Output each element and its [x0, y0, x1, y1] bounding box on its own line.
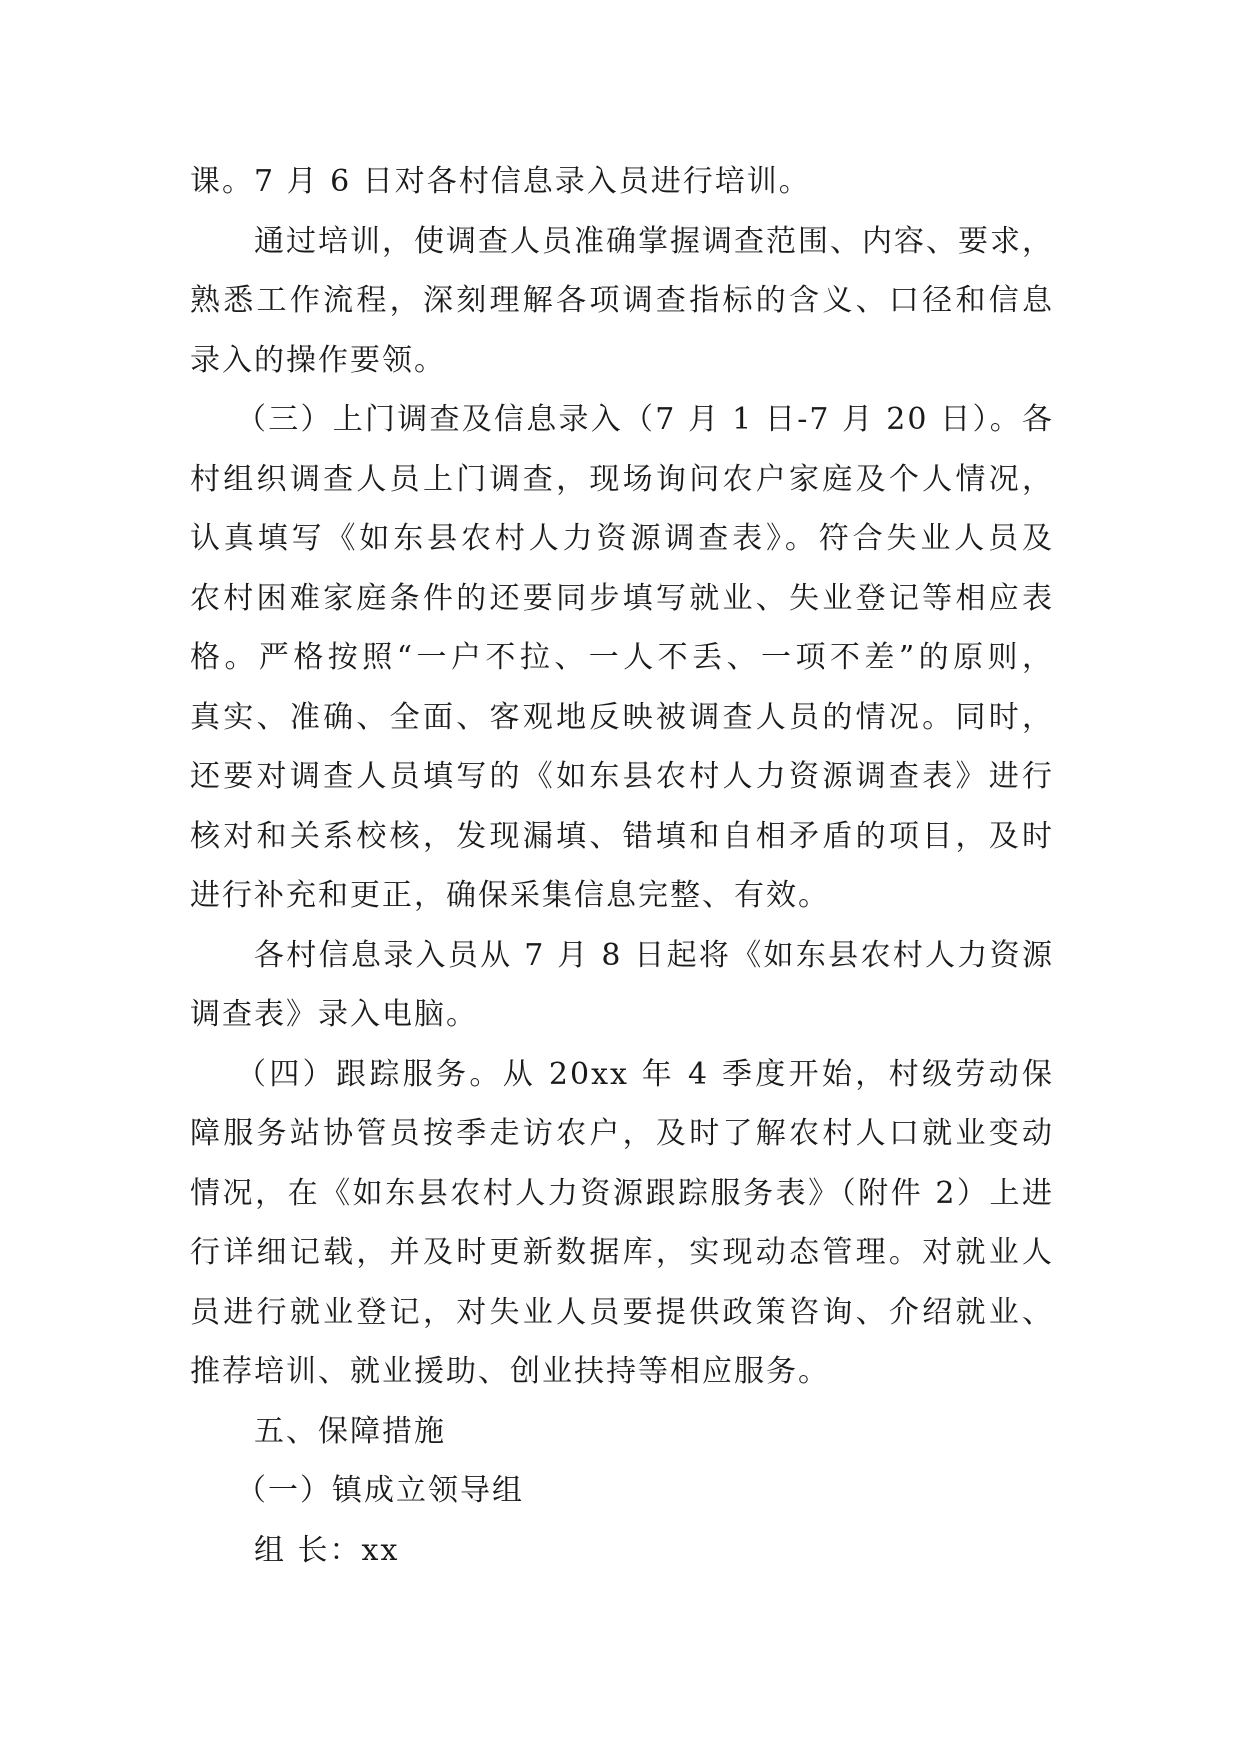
text-line: 熟悉工作流程，深刻理解各项调查指标的含义、口径和信息 [190, 283, 1054, 318]
text-line: （四）跟踪服务。从 20xx 年 4 季度开始，村级劳动保 [236, 1056, 1054, 1092]
text-line: 各村信息录入员从 7 月 8 日起将《如东县农村人力资源 [254, 937, 1054, 973]
text-line: 进行补充和更正，确保采集信息完整、有效。 [190, 878, 830, 913]
text-line: 核对和关系校核，发现漏填、错填和自相矛盾的项目，及时 [190, 818, 1054, 854]
text-line: 农村困难家庭条件的还要同步填写就业、失业登记等相应表 [190, 580, 1054, 616]
text-line: 课。7 月 6 日对各村信息录入员进行培训。 [190, 164, 811, 199]
text-line: 真实、准确、全面、客观地反映被调查人员的情况。同时， [190, 699, 1054, 735]
text-line: 通过培训，使调查人员准确掌握调查范围、内容、要求， [254, 223, 1054, 259]
document-body [190, 152, 1054, 1580]
text-line: 员进行就业登记，对失业人员要提供政策咨询、介绍就业、 [190, 1294, 1054, 1330]
text-line: 调查表》录入电脑。 [190, 997, 478, 1032]
section-heading: 五、保障措施 [254, 1413, 446, 1449]
text-line: 推荐培训、就业援助、创业扶持等相应服务。 [190, 1354, 830, 1389]
text-line: 行详细记载，并及时更新数据库，实现动态管理。对就业人 [190, 1235, 1054, 1270]
text-line: 认真填写《如东县农村人力资源调查表》。符合失业人员及 [190, 521, 1054, 556]
subsection-heading: （一）镇成立领导组 [236, 1473, 524, 1508]
text-line: 还要对调查人员填写的《如东县农村人力资源调查表》进行 [190, 759, 1054, 794]
text-line: 组 长：xx [254, 1532, 400, 1568]
text-line: 村组织调查人员上门调查，现场询问农户家庭及个人情况， [190, 461, 1054, 497]
text-line: 情况，在《如东县农村人力资源跟踪服务表》（附件 2）上进 [190, 1175, 1054, 1211]
text-line: （三）上门调查及信息录入（7 月 1 日-7 月 20 日）。各 [236, 402, 1054, 437]
text-line: 格。严格按照“一户不拉、一人不丢、一项不差”的原则， [190, 640, 1054, 675]
text-line: 障服务站协管员按季走访农户，及时了解农村人口就业变动 [190, 1116, 1054, 1151]
text-line: 录入的操作要领。 [190, 342, 446, 378]
